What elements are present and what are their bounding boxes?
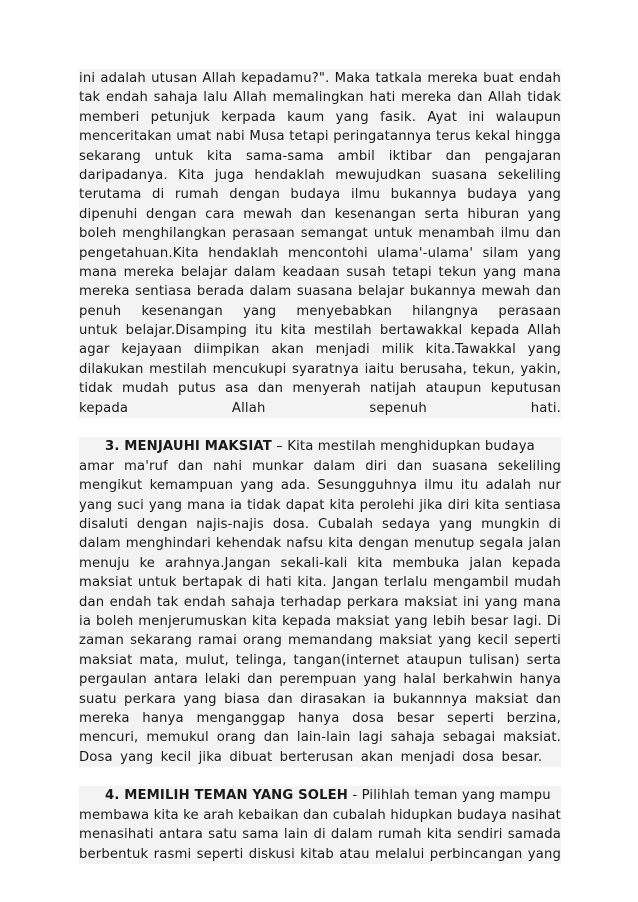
text-line: berbentuk rasmi seperti diskusi kitab atau melalui perbincangan yang — [79, 845, 561, 864]
text-line: mengikut kemampuan yang ada. Sesungguhnya ilmu itu adalah nur — [79, 476, 561, 495]
section-4-first-line-text: - Pilihlah teman yang mampu — [348, 788, 551, 804]
text-line: boleh menghilangkan perasaan semangat untuk menambah ilmu dan — [79, 224, 561, 243]
text-line: Dosa yang kecil jika dibuat berterusan akan menjadi dosa besar. — [79, 748, 561, 767]
text-line: penuh kesenangan yang menyebabkan hilangnya perasaan — [79, 302, 561, 321]
paragraph-gap — [79, 418, 561, 437]
text-line: tidak mudah putus asa dan menyerah natijah ataupun keputusan — [79, 379, 561, 398]
text-line: memberi petunjuk kerpada kaum yang fasik. Ayat ini walaupun — [79, 108, 561, 127]
section-3-heading: 3. MENJAUHI MAKSIAT — [105, 439, 272, 455]
text-line: untuk belajar.Disamping itu kita mestilah bertawakkal kepada Allah — [79, 321, 561, 340]
text-line: maksiat mata, mulut, telinga, tangan(internet ataupun tulisan) serta — [79, 651, 561, 670]
text-line: amar ma'ruf dan nahi munkar dalam diri dan suasana sekeliling — [79, 457, 561, 476]
text-line: daripadanya. Kita juga hendaklah mewujudkan suasana sekeliling — [79, 166, 561, 185]
text-line: yang suci yang mana ia tidak dapat kita perolehi jika diri kita sentiasa — [79, 496, 561, 515]
text-line: sekarang untuk kita sama-sama ambil iktibar dan pengajaran — [79, 147, 561, 166]
text-line: ia boleh menjerumuskan kita kepada maksiat yang lebih besar lagi. Di — [79, 612, 561, 631]
section-3-first-line-text: – Kita mestilah menghidupkan budaya — [271, 439, 535, 455]
text-line: mana mereka belajar dalam keadaan susah tetapi tekun yang mana — [79, 263, 561, 282]
text-line: pergaulan antara lelaki dan perempuan yang halal berkahwin hanya — [79, 670, 561, 689]
text-line: tak endah sahaja lalu Allah memalingkan hati mereka dan Allah tidak — [79, 88, 561, 107]
text-line: dilakukan mestilah mencukupi syaratnya iaitu berusaha, tekun, yakin, — [79, 360, 561, 379]
text-line: dipenuhi dengan cara mewah dan kesenangan serta hiburan yang — [79, 205, 561, 224]
paragraph-gap — [79, 767, 561, 786]
text-line: mereka sentiasa berada dalam suasana belajar bukannya mewah dan — [79, 282, 561, 301]
text-line: kepada Allah sepenuh hati. — [79, 399, 561, 418]
text-line: zaman sekarang ramai orang memandang maksiat yang kecil seperti — [79, 631, 561, 650]
text-line: ini adalah utusan Allah kepadamu?". Maka tatkala mereka buat endah — [79, 69, 561, 88]
text-line: menasihati antara satu sama lain di dalam rumah kita sendiri samada — [79, 825, 561, 844]
section-4-first-line — [79, 786, 561, 805]
text-line: dalam menghindari kehendak nafsu kita dengan menutup segala jalan — [79, 534, 561, 553]
text-line: agar kejayaan diimpikan akan menjadi milik kita.Tawakkal yang — [79, 340, 561, 359]
text-line: pengetahuan.Kita hendaklah mencontohi ulama'-ulama' silam yang — [79, 244, 561, 263]
text-line: menceritakan umat nabi Musa tetapi peringatannya terus kekal hingga — [79, 127, 561, 146]
text-line: disaluti dengan najis-najis dosa. Cubalah sedaya yang mungkin di — [79, 515, 561, 534]
text-line: suatu perkara yang biasa dan dirasakan ia bukannnya maksiat dan — [79, 690, 561, 709]
text-line: mereka hanya menganggap hanya dosa besar seperti berzina, — [79, 709, 561, 728]
text-line: membawa kita ke arah kebaikan dan cubalah hidupkan budaya nasihat — [79, 806, 561, 825]
text-line: maksiat untuk bertapak di hati kita. Jangan terlalu mengambil mudah — [79, 573, 561, 592]
text-line: terutama di rumah dengan budaya ilmu bukannya budaya yang — [79, 185, 561, 204]
section-3-first-line — [79, 437, 561, 456]
body-text — [79, 69, 561, 864]
section-4-heading: 4. MEMILIH TEMAN YANG SOLEH — [105, 788, 348, 804]
text-line: dan endah tak endah sahaja terhadap perkara maksiat ini yang mana — [79, 593, 561, 612]
text-line: menuju ke arahnya.Jangan sekali-kali kita membuka jalan kepada — [79, 554, 561, 573]
text-line: mencuri, memukul orang dan lain-lain lagi sahaja sebagai maksiat. — [79, 728, 561, 747]
